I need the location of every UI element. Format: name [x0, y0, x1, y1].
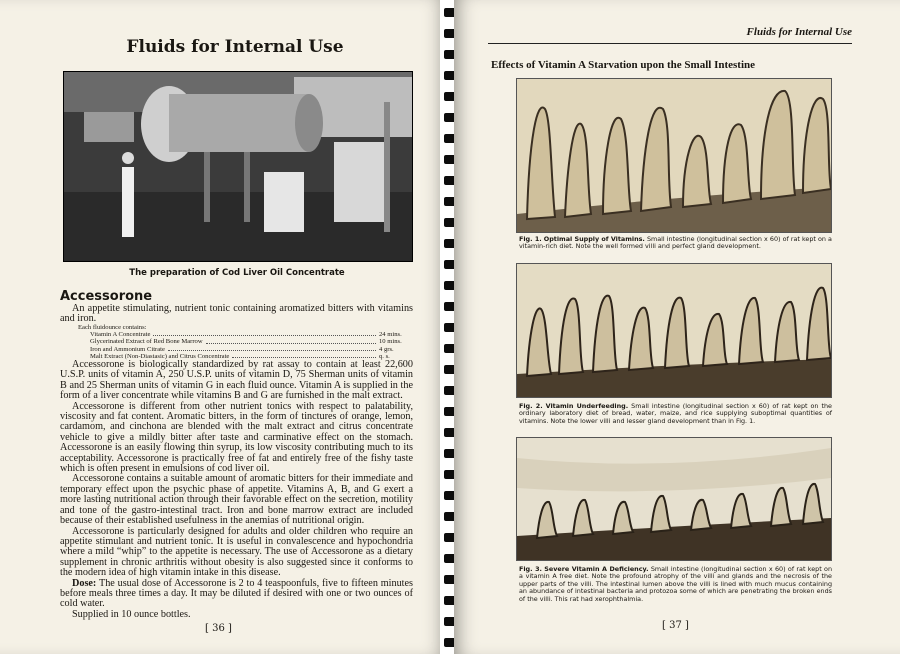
figure-label: Fig. 1. [519, 235, 542, 243]
figure-2-image [516, 263, 832, 398]
formula-block [60, 324, 413, 360]
left-page [0, 0, 446, 654]
paragraph: Accessorone contains a suitable amount of aromatic bitters for their immediate and temporary effect upon the psychic phase of appetite. Vitamins A, B, and G exert a more lasting nutritional action through their favorable effect on the secretion, motility and tone of the gastro-intestinal tract. Iron and bone marrow extract are included because of their established usefulness in the anemias of nutritional origin. [60, 473, 413, 527]
section-title: Accessorone [60, 289, 153, 304]
header-rule [488, 43, 852, 44]
paragraph: Accessorone is biologically standardized by rat assay to contain at least 22,600 U.S.P. units of vitamin A, 250 U.S.P. units of vitamin D, 75 Sherman units of vitamin B and 25 Sherman units of vitamin G in each fluid ounce. Vitamin A is supplied in the form of a liver concentrate while vitamins B and G are furnished in the malt extract. [60, 359, 413, 402]
figure-text: Small intestine (longitudinal section x 60) of rat kept on a vitamin A free diet. Note the profound atrophy of the villi and glands and the necrosis of the upper parts of the villi. The intestinal lumen above the villi is lined with much mucus containing an abundance of intestinal bacteria and protozoa some of which are penetrating the broken ends of the villi. This rat had xerophthalmia. [519, 565, 832, 603]
page-title: Fluids for Internal Use [126, 37, 344, 57]
figure-label: Fig. 2. [519, 402, 543, 410]
figure-heading: Severe Vitamin A Deficiency. [544, 565, 649, 573]
formula-row [90, 346, 413, 353]
figure-3-image [516, 437, 832, 561]
figure-1-image [516, 78, 832, 233]
figure-heading: Optimal Supply of Vitamins. [543, 235, 645, 243]
formula-name: Vitamin A Concentrate [90, 331, 151, 339]
photo-caption: The preparation of Cod Liver Oil Concentrate [129, 268, 345, 278]
figure-heading: Vitamin Underfeeding. [545, 402, 629, 410]
formula-name: Malt Extract (Non-Diastasic) and Citrus Concentrate [90, 352, 230, 360]
formula-row [90, 331, 413, 338]
formula-name: Iron and Ammonium Citrate [90, 345, 165, 353]
supplied-paragraph: Supplied in 10 ounce bottles. [72, 608, 191, 620]
formula-amount: 4 grs. [379, 345, 394, 353]
cod-liver-oil-photo [63, 71, 413, 262]
figure-label: Fig. 3. [519, 565, 542, 573]
figure-2-caption [519, 403, 832, 425]
dose-paragraph [60, 579, 413, 610]
figure-page-title: Effects of Vitamin A Starvation upon the Small Intestine [491, 59, 756, 71]
intro-paragraph: An appetite stimulating, nutrient tonic containing aromatized bitters with vitamins and iron. [60, 303, 413, 325]
page-number: [ 37 ] [662, 620, 689, 631]
formula-amount: q. s. [379, 352, 390, 360]
formula-amount: 24 mins. [379, 331, 402, 339]
running-header: Fluids for Internal Use [746, 26, 852, 38]
paragraph: Accessorone is particularly designed for adults and older children who require an appetite stimulant and nutrient tonic. It is useful in convalescence and hypochondria where a mild “whip” to the appetite is necessary. The use of Accessorone as a dietary supplement in chronic arthritis without obesity is also suggested since it conforms to the modern idea of high vitamin intake in this disease. [60, 525, 413, 579]
formula-name: Glycerinated Extract of Red Bone Marrow [90, 338, 203, 346]
figure-3-caption [519, 566, 832, 603]
body-paragraphs [60, 360, 413, 620]
page-number: [ 36 ] [205, 623, 232, 634]
paragraph: Accessorone is different from other nutrient tonics with respect to palatability, viscosity and fat content. Aromatic bitters, in the form of tinctures of orange, lemon, cardamom, and cinchona are blended with the malt extract and citrus concentrate vehicle to give a mildly bitter after taste and carminative effect on the stomach. Accessorone is an easily flowing thin syrup, its low viscosity contributing much to its acceptability. Accessorone is practically free of fat and entirely free of the fishy taste which is often present in emulsions of cod liver oil. [60, 400, 413, 475]
figure-text: Small intestine (longitudinal section x 60) of rat kept on a vitamin-rich diet. Note the well formed villi and perfect gland development. [519, 235, 832, 251]
intro-text [60, 304, 413, 325]
formula-heading: Each fluidounce contains: [78, 324, 147, 331]
formula-amount: 10 mins. [379, 338, 402, 346]
formula-row [90, 338, 413, 345]
figure-1-caption [519, 236, 832, 251]
dose-text: The usual dose of Accessorone is 2 to 4 teaspoonfuls, five to fifteen minutes before meals three times a day. It may be diluted if desired with one or two ounces of cold water. [60, 577, 413, 610]
dose-label: Dose: [72, 577, 97, 589]
figure-text: Small intestine (longitudinal section x 60) of rat kept on the ordinary laboratory diet of bread, water, maize, and rice supplying suboptimal quantities of vitamins. Note the lower villi and lesser gland development than in Fig. 1. [519, 402, 832, 425]
